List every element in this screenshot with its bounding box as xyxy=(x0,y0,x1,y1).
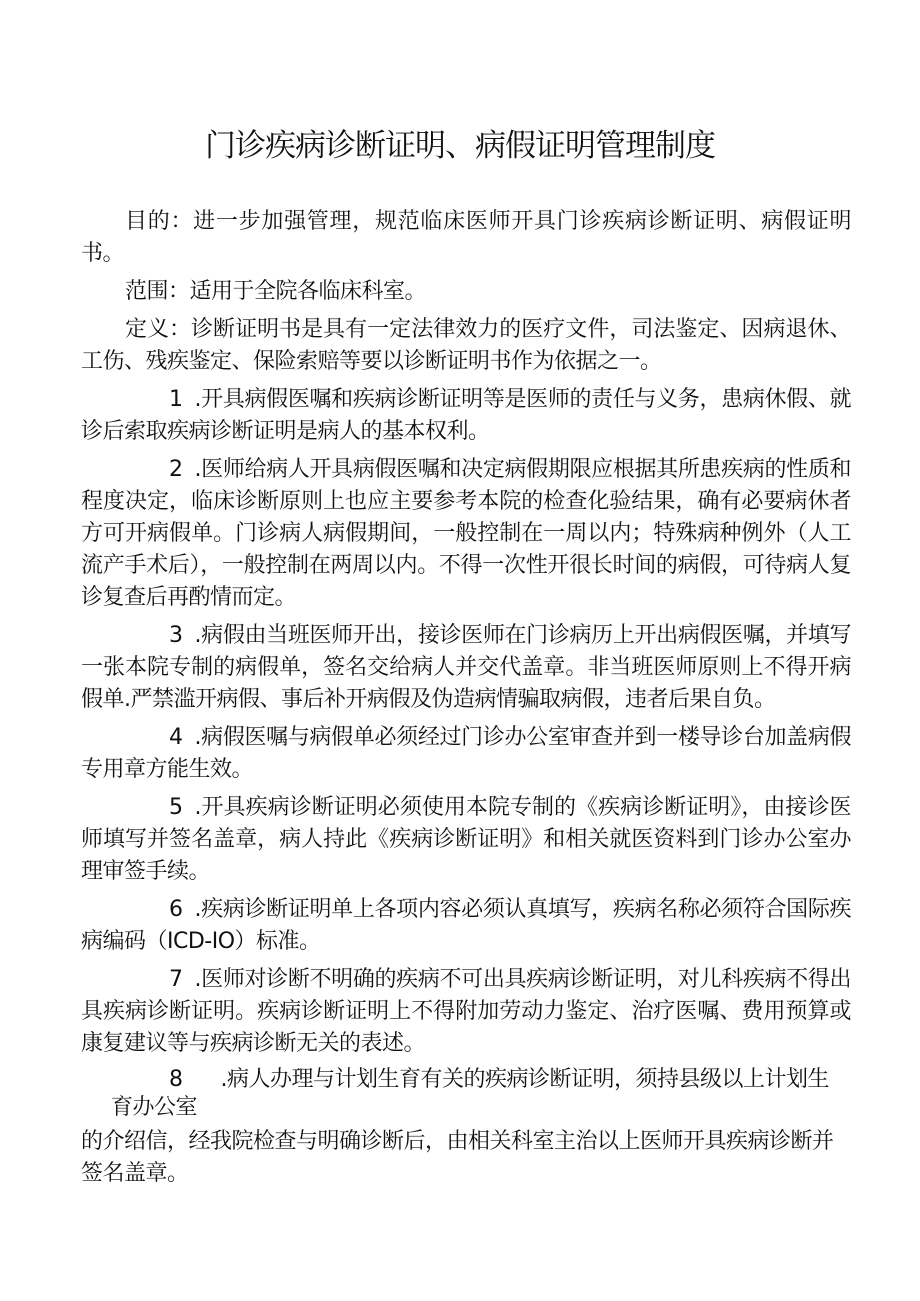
rule-item-8-first-line xyxy=(81,1064,851,1096)
rule-item-8-rest: 的介绍信，经我院检查与明确诊断后，由相关科室主治以上医师开具疾病诊断并签名盖章。 xyxy=(81,1129,834,1186)
rule-item-7 xyxy=(81,964,851,1060)
rule-number: 6 xyxy=(169,897,183,922)
rule-item-6 xyxy=(81,894,851,958)
rule-number: 3 xyxy=(169,623,183,648)
rule-item-8-wrapped-line: 育办公室 xyxy=(111,1095,198,1120)
rule-text: .开具病假医嘱和疾病诊断证明等是医师的责任与义务，患病休假、就诊后索取疾病诊断证明是病人的基本权利。 xyxy=(81,387,851,444)
rule-item-4 xyxy=(81,722,851,786)
document-title: 门诊疾病诊断证明、病假证明管理制度 xyxy=(205,128,715,164)
rule-item-1 xyxy=(81,384,851,448)
rule-text: .开具疾病诊断证明必须使用本院专制的《疾病诊断证明》，由接诊医师填写并签名盖章，病人持此《疾病诊断证明》和相关就医资料到门诊办公室办理审签手续。 xyxy=(81,795,851,884)
rule-text: .疾病诊断证明单上各项内容必须认真填写，疾病名称必须符合国际疾病编码（ICD-IO）标准。 xyxy=(81,897,851,954)
rule-text: .医师给病人开具病假医嘱和决定病假期限应根据其所患疾病的性质和程度决定，临床诊断原则上也应主要参考本院的检查化验结果，确有必要病休者方可开病假单。门诊病人病假期间，一般控制在一周以内；特殊病种例外（人工流产手术后），一般控制在两周以内。不得一次性开很长时间的病假，可待病人复诊复查后再酌情而定。 xyxy=(81,457,851,610)
rule-text: .医师对诊断不明确的疾病不可出具疾病诊断证明，对儿科疾病不得出具疾病诊断证明。疾病诊断证明上不得附加劳动力鉴定、治疗医嘱、费用预算或康复建议等与疾病诊断无关的表述。 xyxy=(81,967,851,1056)
rule-text: .病人办理与计划生育有关的疾病诊断证明，须持县级以上计划生 xyxy=(220,1067,829,1092)
rule-text: .病假由当班医师开出，接诊医师在门诊病历上开出病假医嘱，并填写一张本院专制的病假单，签名交给病人并交代盖章。非当班医师原则上不得开病假单.严禁滥开病假、事后补开病假及伪造病情骗取病假，违者后果自负。 xyxy=(81,623,851,712)
rule-item-3 xyxy=(81,620,851,716)
rule-item-2 xyxy=(81,454,851,614)
rule-number: 2 xyxy=(169,457,183,482)
rule-number: 7 xyxy=(169,967,183,992)
scope-paragraph: 范围：适用于全院各临床科室。 xyxy=(125,279,427,304)
rule-item-8 xyxy=(81,1064,851,1190)
rule-number: 4 xyxy=(169,725,183,750)
rule-number: 1 xyxy=(169,387,183,412)
definition-paragraph: 定义：诊断证明书是具有一定法律效力的医疗文件，司法鉴定、因病退休、工伤、残疾鉴定、保险索赔等要以诊断证明书作为依据之一。 xyxy=(81,317,851,374)
purpose-paragraph: 目的：进一步加强管理，规范临床医师开具门诊疾病诊断证明、病假证明书。 xyxy=(81,209,851,266)
rule-number: 8 xyxy=(169,1067,183,1092)
document-body xyxy=(81,206,851,1190)
rule-item-5 xyxy=(81,792,851,888)
rule-text: .病假医嘱与病假单必须经过门诊办公室审查并到一楼导诊台加盖病假专用章方能生效。 xyxy=(81,725,851,782)
rule-number: 5 xyxy=(169,795,183,820)
